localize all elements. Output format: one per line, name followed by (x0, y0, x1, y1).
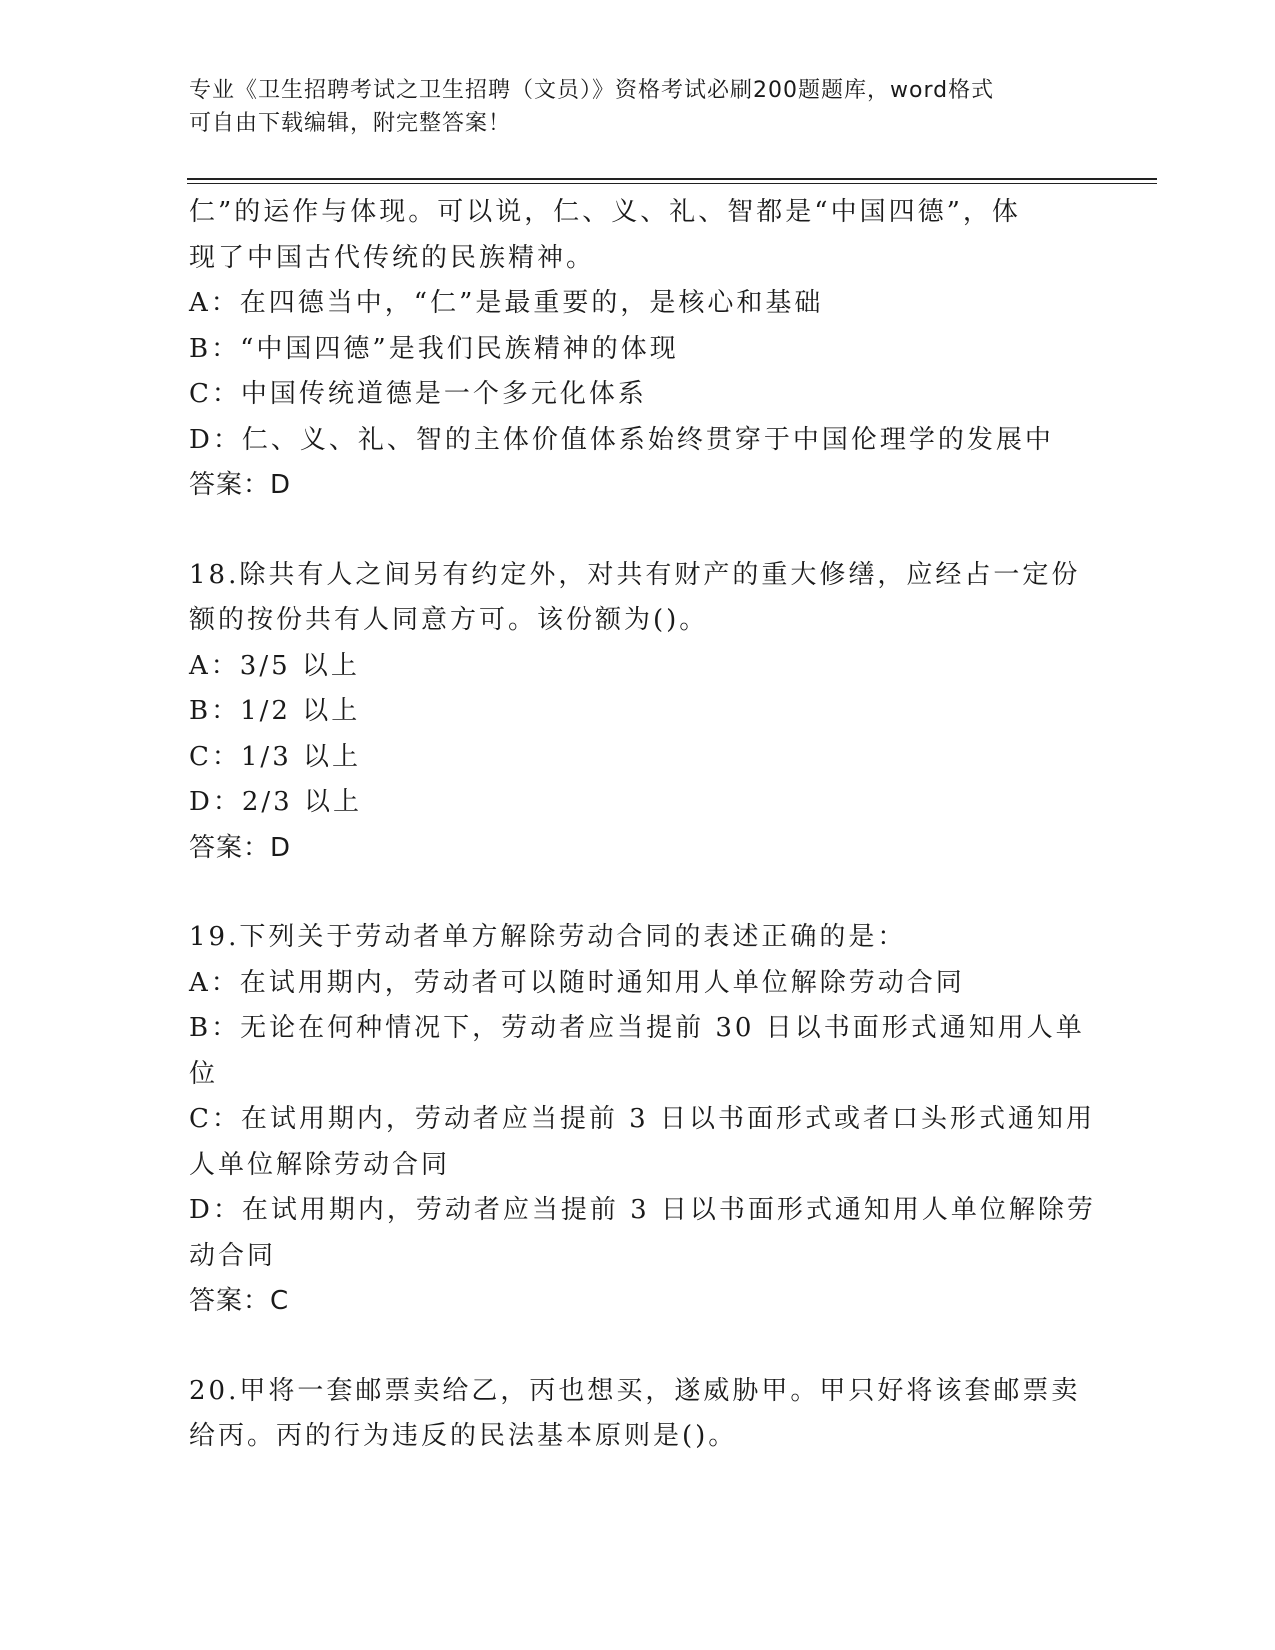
option-b-continued: 位 (189, 1058, 219, 1089)
question-stem-line: 19.下列关于劳动者单方解除劳动合同的表述正确的是： (189, 922, 907, 952)
option-c: C：中国传统道德是一个多元化体系 (189, 379, 647, 409)
option-b: B：“中国四德”是我们民族精神的体现 (189, 333, 679, 364)
option-d-continued: 动合同 (189, 1240, 277, 1271)
question-stem-line: 额的按份共有人同意方可。该份额为()。 (189, 605, 709, 635)
question-17-continued (189, 190, 1089, 509)
question-stem-line: 18.除共有人之间另有约定外，对共有财产的重大修缮，应经占一定份 (189, 559, 1081, 590)
question-spacer (189, 1325, 1089, 1369)
option-d: D：仁、义、礼、智的主体价值体系始终贯穿于中国伦理学的发展中 (189, 424, 1054, 455)
question-stem-line: 20.甲将一套邮票卖给乙，丙也想买，遂威胁甲。甲只好将该套邮票卖 (189, 1375, 1081, 1406)
question-19 (189, 915, 1096, 1325)
header-divider-thin (187, 183, 1157, 184)
option-c-continued: 人单位解除劳动合同 (189, 1149, 451, 1180)
option-d: D：在试用期内，劳动者应当提前 3 日以书面形式通知用人单位解除劳 (189, 1195, 1096, 1225)
document-body (189, 190, 1096, 1460)
option-b: B：无论在何种情况下，劳动者应当提前 30 日以书面形式通知用人单 (189, 1013, 1085, 1043)
answer-line: 答案：D (189, 470, 292, 500)
question-stem-line: 现了中国古代传统的民族精神。 (189, 242, 596, 273)
option-d: D：2/3 以上 (189, 787, 362, 817)
header-title-line-1: 专业《卫生招聘考试之卫生招聘（文员）》资格考试必刷200题题库，word格式 (189, 78, 995, 103)
header-divider-thick (187, 178, 1157, 180)
header-title-line-2: 可自由下载编辑，附完整答案！ (189, 111, 512, 136)
question-stem-line: 给丙。丙的行为违反的民法基本原则是()。 (189, 1421, 738, 1451)
question-20 (189, 1369, 1089, 1460)
question-spacer (189, 509, 1089, 553)
option-c: C：1/3 以上 (189, 741, 362, 772)
option-b: B：1/2 以上 (189, 696, 361, 726)
question-stem-line: 仁”的运作与体现。可以说，仁、义、礼、智都是“中国四德”，体 (189, 197, 1021, 227)
document-header (189, 74, 1089, 140)
option-a: A：在试用期内，劳动者可以随时通知用人单位解除劳动合同 (189, 967, 965, 998)
option-a: A：在四德当中，“仁”是最重要的，是核心和基础 (189, 288, 824, 318)
option-c: C：在试用期内，劳动者应当提前 3 日以书面形式或者口头形式通知用 (189, 1104, 1095, 1134)
question-18 (189, 553, 1089, 872)
answer-line: 答案：D (189, 832, 292, 863)
answer-line: 答案：C (189, 1286, 290, 1316)
option-a: A：3/5 以上 (189, 650, 360, 681)
question-spacer (189, 871, 1089, 915)
